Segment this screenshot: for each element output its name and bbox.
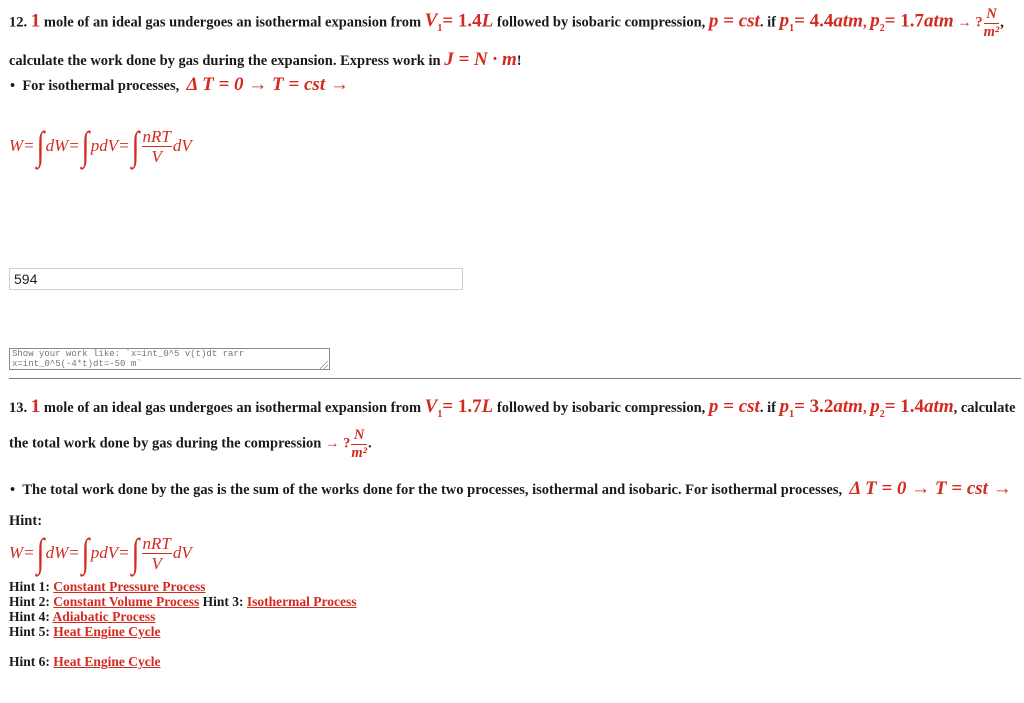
unit-fraction: $\frac{N}{\text{m²}}$ xyxy=(351,427,367,461)
hint-4 xyxy=(9,609,155,625)
arrow-unknown: → ? xyxy=(957,14,983,31)
question-number: 13. xyxy=(9,400,28,416)
comma: , xyxy=(862,400,867,416)
bullet: • xyxy=(10,482,16,498)
question-text: followed by isobaric compression, xyxy=(496,400,706,416)
answer-input[interactable] xyxy=(9,268,463,290)
question-text: followed by isobaric compression, xyxy=(496,14,706,31)
p1-unit: atm xyxy=(833,10,863,32)
v1-value: = 1.7 xyxy=(442,396,482,417)
mole-count: 1 xyxy=(30,396,41,417)
bullet-text: For isothermal processes, xyxy=(22,78,180,94)
p1-unit: atm xyxy=(833,396,863,417)
isothermal-condition: Δ T = 0 → T = cst → xyxy=(849,478,1012,499)
hint-work-formula xyxy=(9,530,192,575)
hint-4-link[interactable]: Adiabatic Process xyxy=(52,609,156,624)
v1-symbol: $V_1$ xyxy=(424,10,443,35)
hint-5-label: Hint 5: xyxy=(9,624,50,639)
unit-fraction: $\frac{N}{\text{m²}}$ xyxy=(983,6,1000,40)
formula-dv: dV xyxy=(172,136,192,155)
formula-fraction: $\frac{\text{nRT}}{V}$ xyxy=(142,533,171,573)
hint-6 xyxy=(9,654,161,670)
p1-value: = 3.2 xyxy=(794,396,834,417)
hint-3-link[interactable]: Isothermal Process xyxy=(246,594,357,609)
mole-count: 1 xyxy=(30,10,41,32)
question-text: . if xyxy=(759,400,776,416)
formula-pdv: pdV= xyxy=(90,136,130,155)
hint-2-label: Hint 2: xyxy=(9,594,50,609)
hint-1-link[interactable]: Constant Pressure Process xyxy=(53,579,206,594)
question-12-line-1 xyxy=(9,7,1004,39)
formula-dv: dV xyxy=(172,543,192,562)
hint-3-label: Hint 3: xyxy=(202,594,244,609)
arrow-unknown: → ? xyxy=(324,435,351,452)
show-work-textarea[interactable] xyxy=(9,348,330,370)
question-12-bullet xyxy=(10,74,349,96)
question-13-line-2 xyxy=(9,428,372,460)
p2-symbol: $p_2$ xyxy=(870,396,885,420)
hint-4-label: Hint 4: xyxy=(9,609,50,624)
formula-fraction: $\frac{\text{nRT}}{V}$ xyxy=(142,126,171,166)
isothermal-condition: Δ T = 0 → T = cst → xyxy=(186,74,349,95)
hint-1-label: Hint 1: xyxy=(9,579,50,594)
question-text: mole of an ideal gas undergoes an isothermal expansion from xyxy=(43,14,422,31)
p-constant: p = cst xyxy=(708,396,760,417)
p2-value: = 1.7 xyxy=(884,10,925,32)
p2-value: = 1.4 xyxy=(884,396,925,417)
comma: , xyxy=(862,14,867,31)
hint-label: Hint: xyxy=(9,513,43,529)
formula-w: W= xyxy=(9,543,35,562)
formula-pdv: pdV= xyxy=(90,543,130,562)
p2-unit: atm xyxy=(924,396,954,417)
bullet: • xyxy=(10,78,16,94)
integral-sign: ∫ xyxy=(81,530,90,575)
integral-sign: ∫ xyxy=(131,530,139,575)
hint-5-link[interactable]: Heat Engine Cycle xyxy=(53,624,161,639)
hint-2-3 xyxy=(9,594,357,610)
p2-symbol: $p_2$ xyxy=(870,10,885,35)
formula-dw: dW= xyxy=(45,136,80,155)
question-text: mole of an ideal gas undergoes an isothermal expansion from xyxy=(43,400,422,416)
formula-dw: dW= xyxy=(45,543,80,562)
question-text: the total work done by gas during the compression xyxy=(9,435,322,452)
question-number: 12. xyxy=(9,14,28,31)
p1-symbol: $p_1$ xyxy=(779,396,795,420)
v1-symbol: $V_1$ xyxy=(424,396,443,420)
period: . xyxy=(367,435,372,452)
v1-value: = 1.4 xyxy=(442,10,482,32)
p2-unit: atm xyxy=(924,10,954,32)
work-formula xyxy=(9,123,192,168)
resize-handle[interactable] xyxy=(320,361,328,369)
integral-sign: ∫ xyxy=(81,123,90,168)
question-13-bullet xyxy=(10,478,1012,500)
question-text: . if xyxy=(759,14,776,31)
integral-sign: ∫ xyxy=(131,123,139,168)
hint-1 xyxy=(9,579,206,595)
comma: , xyxy=(1000,14,1004,31)
integral-sign: ∫ xyxy=(36,530,44,575)
formula-w: W= xyxy=(9,136,35,155)
question-13-line-1 xyxy=(9,396,1016,420)
work-unit: J = N · m xyxy=(444,49,517,70)
v1-unit: L xyxy=(481,396,494,417)
p1-symbol: $p_1$ xyxy=(779,10,795,35)
hint-2-link[interactable]: Constant Volume Process xyxy=(53,594,200,609)
exclamation: ! xyxy=(516,53,522,69)
p1-value: = 4.4 xyxy=(794,10,834,32)
question-12-line-2 xyxy=(9,49,522,71)
hint-6-label: Hint 6: xyxy=(9,654,50,669)
question-divider xyxy=(9,378,1021,379)
hint-6-link[interactable]: Heat Engine Cycle xyxy=(53,654,161,669)
v1-unit: L xyxy=(481,10,494,32)
hint-5 xyxy=(9,624,161,640)
p-constant: p = cst xyxy=(708,10,760,32)
integral-sign: ∫ xyxy=(36,123,44,168)
question-text: calculate the work done by gas during the expansion. Express work in xyxy=(9,53,441,69)
bullet-text: The total work done by the gas is the sum of the works done for the two processes, isothermal and isobaric. For isothermal processes, xyxy=(22,482,843,498)
question-text: , calculate xyxy=(953,400,1016,416)
